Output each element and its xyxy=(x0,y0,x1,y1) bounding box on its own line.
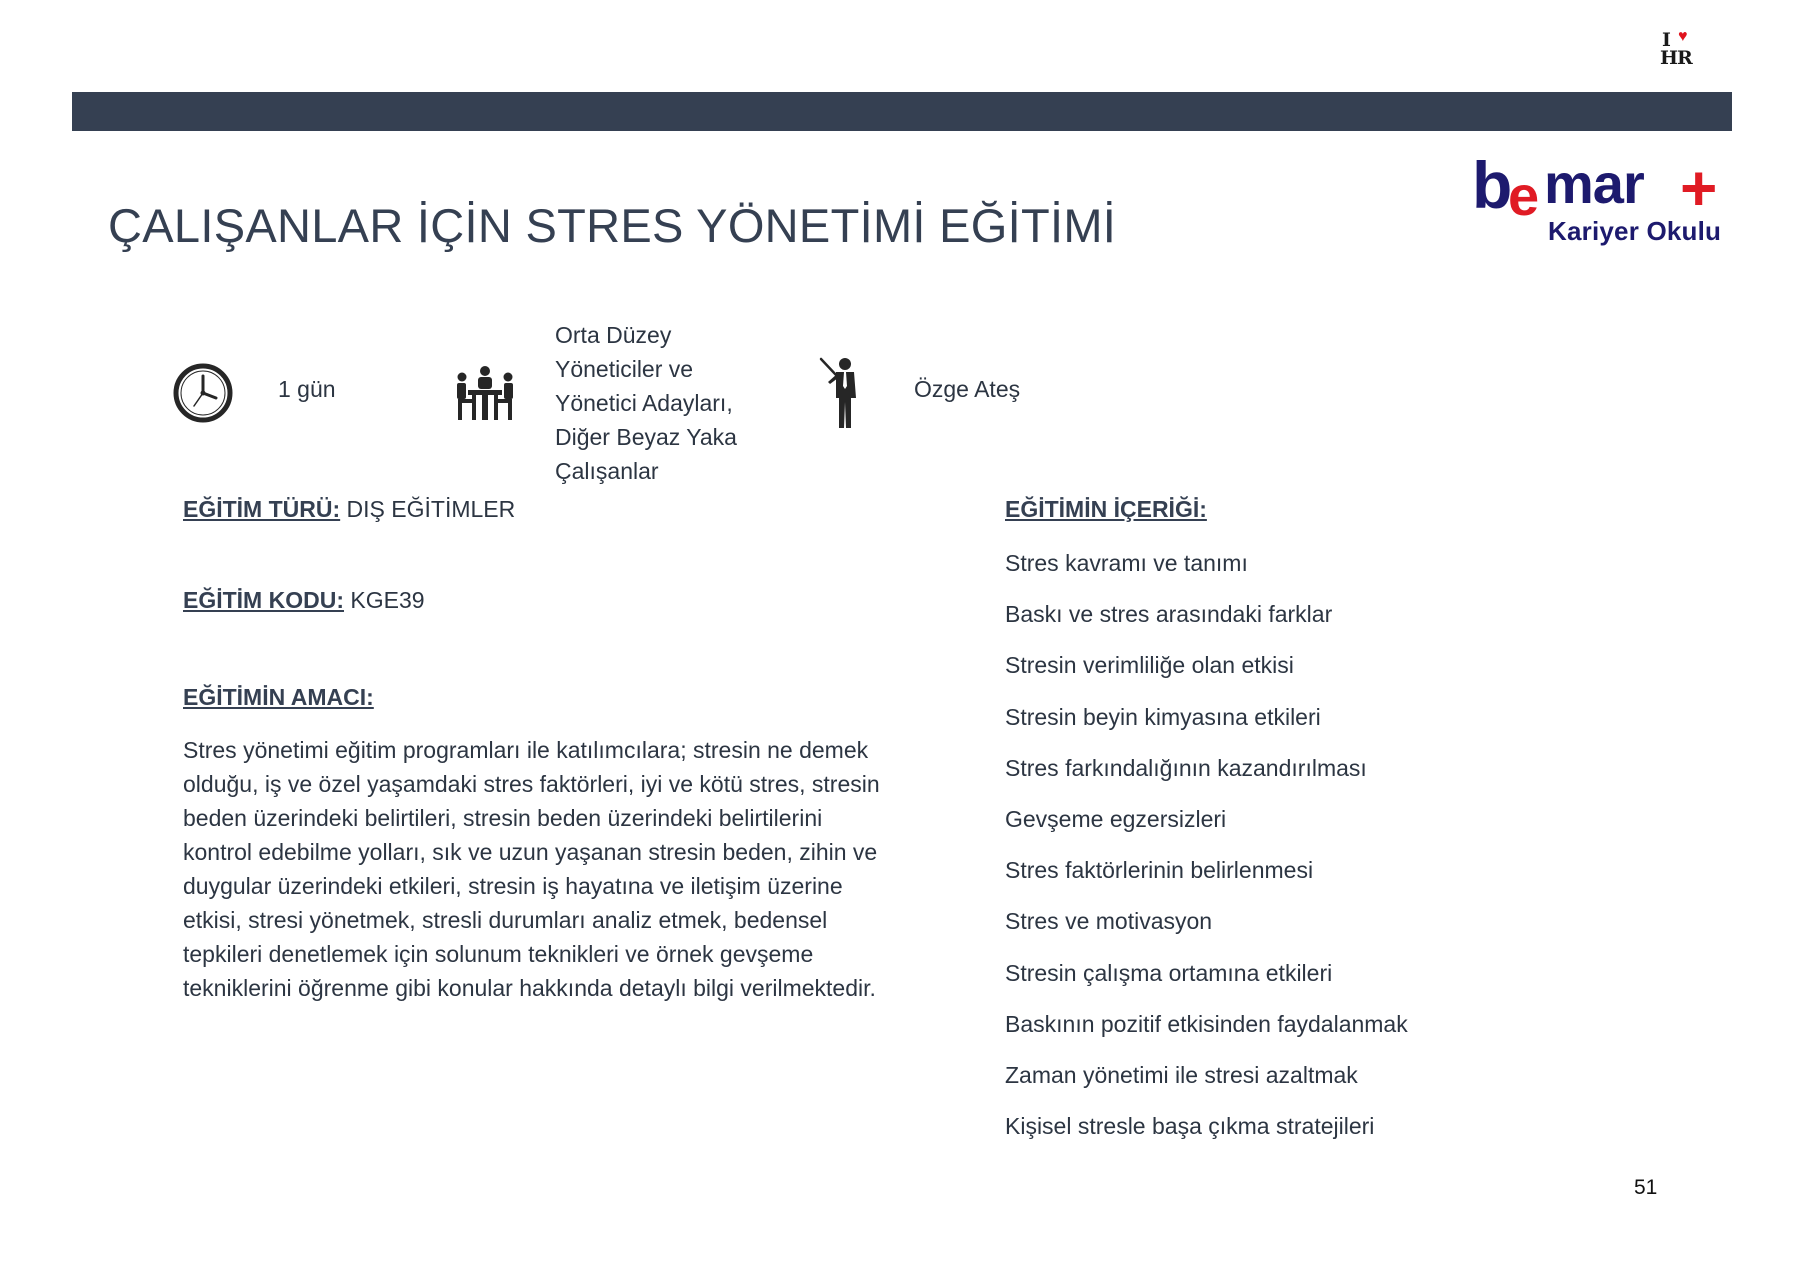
audience-line: Yönetici Adayları, xyxy=(555,390,733,416)
audience-line: Yöneticiler ve xyxy=(555,356,694,382)
clock-icon xyxy=(172,362,234,424)
content-item: Stresin verimliliğe olan etkisi xyxy=(1005,652,1294,679)
heart-icon: ♥ xyxy=(1678,28,1688,45)
logo-letters-mar: mar xyxy=(1544,152,1644,215)
page-number: 51 xyxy=(1634,1176,1658,1199)
i-love-hr-badge xyxy=(1648,24,1706,76)
content-item: Zaman yönetimi ile stresi azaltmak xyxy=(1005,1061,1358,1088)
content-item: Stres farkındalığının kazandırılması xyxy=(1005,754,1367,781)
content-item: Baskının pozitif etkisinden faydalanmak xyxy=(1005,1010,1408,1037)
training-code-value: KGE39 xyxy=(344,587,425,613)
logo-letter-e: e xyxy=(1508,164,1540,227)
logo-letter-b: b xyxy=(1472,148,1513,222)
badge-line1: I xyxy=(1662,29,1671,51)
trainer-icon xyxy=(818,356,864,430)
training-code xyxy=(183,587,425,614)
audience-line: Diğer Beyaz Yaka xyxy=(555,424,737,450)
aim-paragraph xyxy=(183,733,923,1005)
target-audience xyxy=(555,318,765,488)
training-type-value: DIŞ EĞİTİMLER xyxy=(340,496,516,522)
badge-line2: HR xyxy=(1660,47,1692,69)
content-item: Kişisel stresle başa çıkma stratejileri xyxy=(1005,1113,1375,1140)
content-item: Stresin çalışma ortamına etkileri xyxy=(1005,959,1333,986)
content-list xyxy=(1005,546,1408,1160)
audience-line: Orta Düzey xyxy=(555,322,672,348)
aim-line: tepkileri denetlemek için solunum teknikleri ve örnek gevşeme xyxy=(183,941,814,967)
training-type xyxy=(183,496,515,523)
trainer-name: Özge Ateş xyxy=(914,376,1021,402)
duration-text: 1 gün xyxy=(278,376,336,402)
meeting-icon xyxy=(454,364,516,426)
audience-line: Çalışanlar xyxy=(555,458,659,484)
logo-subtitle: Kariyer Okulu xyxy=(1548,216,1722,246)
brand-logo xyxy=(1470,148,1730,248)
content-item: Stres faktörlerinin belirlenmesi xyxy=(1005,857,1314,884)
aim-line: etkisi, stresi yönetmek, stresli durumları analiz etmek, bedensel xyxy=(183,907,828,933)
aim-line: beden üzerindeki belirtileri, stresin beden üzerindeki belirtilerini xyxy=(183,805,823,831)
training-code-label: EĞİTİM KODU: xyxy=(183,587,344,613)
content-item: Baskı ve stres arasındaki farklar xyxy=(1005,601,1333,628)
content-item: Gevşeme egzersizleri xyxy=(1005,805,1227,832)
page-title: ÇALIŞANLAR İÇİN STRES YÖNETİMİ EĞİTİMİ xyxy=(108,199,1117,252)
header-bar xyxy=(72,92,1732,131)
logo-plus: + xyxy=(1680,152,1718,224)
aim-heading: EĞİTİMİN AMACI: xyxy=(183,684,374,710)
content-item: Stres kavramı ve tanımı xyxy=(1005,550,1248,576)
content-heading: EĞİTİMİN İÇERİĞİ: xyxy=(1005,496,1207,522)
aim-line: kontrol edebilme yolları, sık ve uzun yaşanan stresin beden, zihin ve xyxy=(183,839,878,865)
content-item: Stresin beyin kimyasına etkileri xyxy=(1005,703,1321,730)
aim-line: tekniklerini öğrenme gibi konular hakkında detaylı bilgi verilmektedir. xyxy=(183,975,876,1001)
aim-line: olduğu, iş ve özel yaşamdaki stres faktörleri, iyi ve kötü stres, stresin xyxy=(183,771,880,797)
aim-line: duygular üzerindeki etkileri, stresin iş hayatına ve iletişim üzerine xyxy=(183,873,843,899)
training-type-label: EĞİTİM TÜRÜ: xyxy=(183,496,341,522)
content-item: Stres ve motivasyon xyxy=(1005,908,1213,935)
aim-line: Stres yönetimi eğitim programları ile katılımcılara; stresin ne demek xyxy=(183,737,869,763)
